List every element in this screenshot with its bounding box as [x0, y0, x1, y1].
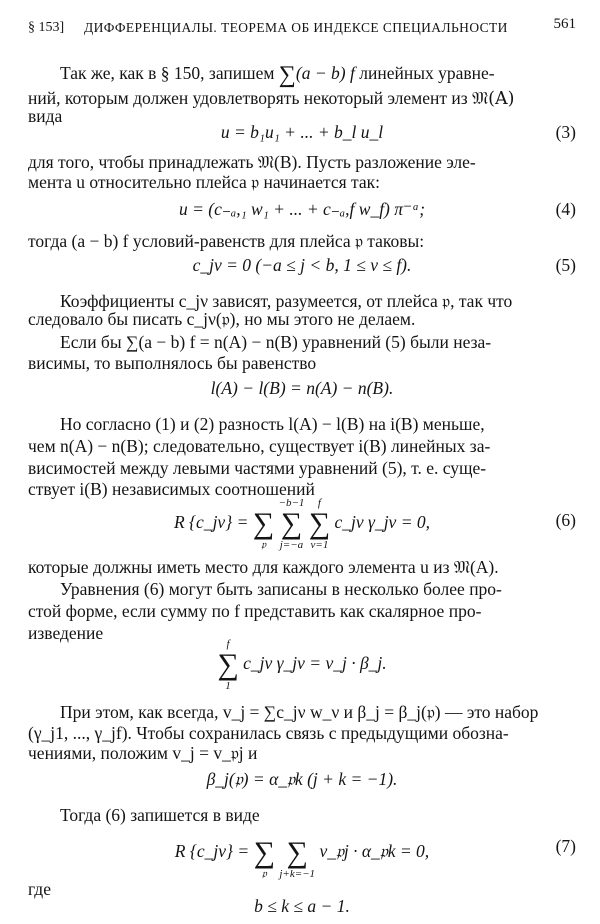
math-run: b ≤ k ≤ a − 1.	[254, 896, 350, 916]
text-run: линейных уравне-	[359, 63, 495, 83]
sum-lower: 𝔭	[261, 868, 267, 880]
sum-over-places	[254, 826, 275, 880]
sum-symbol: ∑	[308, 507, 331, 540]
paragraph-3-line-1: тогда (a − b) f условий-равенств для плейса 𝔭 таковы:	[28, 231, 425, 251]
paragraph-8-line-1: Уравнения (6) могут быть записаны в несколько более про-	[60, 579, 502, 599]
paragraph-8-line-2: стой форме, если сумму по f представить как скалярное про-	[28, 601, 482, 621]
math-run: R {c_jν} =	[173, 512, 249, 533]
header-section: § 153]	[28, 20, 65, 35]
paragraph-6-line-2: чем n(A) − n(B); следовательно, существует i(B) линейных за-	[28, 436, 491, 456]
sum-symbol: ∑	[217, 648, 239, 681]
paragraph-2-line-2: мента u относительно плейса 𝔭 начинается так:	[28, 172, 381, 192]
sum-upper: f	[226, 638, 230, 650]
equation-l-difference	[28, 378, 576, 399]
sum-symbol: ∑	[252, 507, 275, 540]
sum-symbol: ∑	[280, 507, 303, 540]
paragraph-9-line-3: чениями, положим v_j = v_𝔭j и	[28, 743, 258, 763]
sum-upper: −b−1	[278, 497, 305, 509]
equation-4	[28, 199, 576, 220]
sum-lower: j+k=−1	[279, 868, 316, 880]
sum-over-places	[253, 497, 274, 551]
math-run: u = (c₋ₐ,₁ w₁ + ... + c₋ₐ,f w_f) π⁻ᵃ;	[178, 199, 426, 219]
paragraph-10-line-1: Тогда (6) запишется в виде	[60, 805, 260, 825]
math-run: 𝔐(A)	[472, 89, 515, 109]
header-title: ДИФФЕРЕНЦИАЛЫ. ТЕОРЕМА ОБ ИНДЕКСЕ СПЕЦИАЛЬНОСТИ	[84, 20, 508, 35]
sum-lower: 1	[225, 680, 231, 692]
sum-symbol: ∑	[278, 62, 296, 88]
sum-over-nu	[309, 497, 330, 551]
math-run: v_𝔭j · α_𝔭k = 0,	[319, 841, 430, 862]
text-run: Так же, как в § 150, запишем	[60, 63, 275, 83]
paragraph-4-line-2: следовало бы писать c_jν(𝔭), но мы этого не делаем.	[28, 309, 416, 329]
sum-symbol: ∑	[286, 836, 308, 869]
sum-over-jk	[279, 826, 315, 880]
paragraph-7-line-1: которые должны иметь место для каждого элемента u из 𝔐(A).	[28, 557, 499, 577]
sum-lower: j=−a	[279, 539, 304, 551]
math-run: (a − b) f	[295, 63, 355, 83]
sum-over-j	[279, 497, 305, 551]
paragraph-8-line-3: изведение	[28, 623, 104, 643]
paragraph-1-line-1	[60, 62, 576, 87]
equation-final	[28, 896, 576, 917]
equation-6	[28, 497, 576, 551]
page-number: 561	[553, 16, 576, 32]
paragraph-1-line-3: вида	[28, 106, 63, 126]
equation-number-6: (6)	[555, 510, 576, 530]
math-run: c_jν γ_jν = 0,	[334, 512, 431, 533]
equation-scalar-product	[28, 638, 576, 692]
sum-lower: ν=1	[310, 539, 329, 551]
paragraph-6-line-1: Но согласно (1) и (2) разность l(A) − l(B) на i(B) меньше,	[60, 414, 485, 434]
equation-number-7: (7)	[555, 836, 576, 856]
paragraph-6-line-4: ствует i(B) независимых соотношений	[28, 479, 315, 499]
math-run: u = b₁u₁ + ... + b_l u_l	[220, 122, 384, 142]
paragraph-6-line-3: висимостей между левыми частями уравнений (5), т. е. суще-	[28, 458, 487, 478]
equation-number-3: (3)	[555, 122, 576, 142]
math-run: c_jν γ_jν = v_j · β_j.	[243, 653, 387, 674]
equation-beta	[28, 769, 576, 790]
paragraph-4-line-1: Коэффициенты c_jν зависят, разумеется, от плейса 𝔭, так что	[60, 291, 513, 311]
equation-3	[28, 122, 576, 143]
math-run: c_jν = 0 (−a ≤ j < b, 1 ≤ ν ≤ f).	[192, 255, 412, 275]
equation-number-4: (4)	[555, 199, 576, 219]
paragraph-9-line-2: (γ_j1, ..., γ_jf). Чтобы сохранилась связь с предыдущими обозна-	[28, 723, 509, 743]
paragraph-5-line-1: Если бы ∑(a − b) f = n(A) − n(B) уравнений (5) были неза-	[60, 332, 492, 352]
running-header	[28, 16, 576, 42]
equation-5	[28, 255, 576, 276]
sum-symbol: ∑	[253, 836, 275, 869]
math-run: l(A) − l(B) = n(A) − n(B).	[210, 378, 394, 398]
equation-7	[28, 826, 576, 880]
paragraph-11-line-1: где	[28, 879, 51, 899]
sum-over-f	[217, 638, 238, 692]
math-run: β_j(𝔭) = α_𝔭k (j + k = −1).	[206, 769, 398, 789]
equation-number-5: (5)	[555, 255, 576, 275]
text-run: ний, которым должен удовлетворять некоторый элемент из	[28, 88, 468, 108]
sum-lower: 𝔭	[260, 539, 266, 551]
paragraph-5-line-2: висимы, то выполнялось бы равенство	[28, 353, 317, 373]
math-run: R {c_jν} =	[174, 841, 250, 862]
paragraph-9-line-1: При этом, как всегда, v_j = ∑c_jν w_ν и β_j = β_j(𝔭) — это набор	[60, 702, 539, 722]
paragraph-2-line-1: для того, чтобы принадлежать 𝔐(B). Пусть разложение эле-	[28, 152, 476, 172]
sum-upper: f	[317, 497, 321, 509]
